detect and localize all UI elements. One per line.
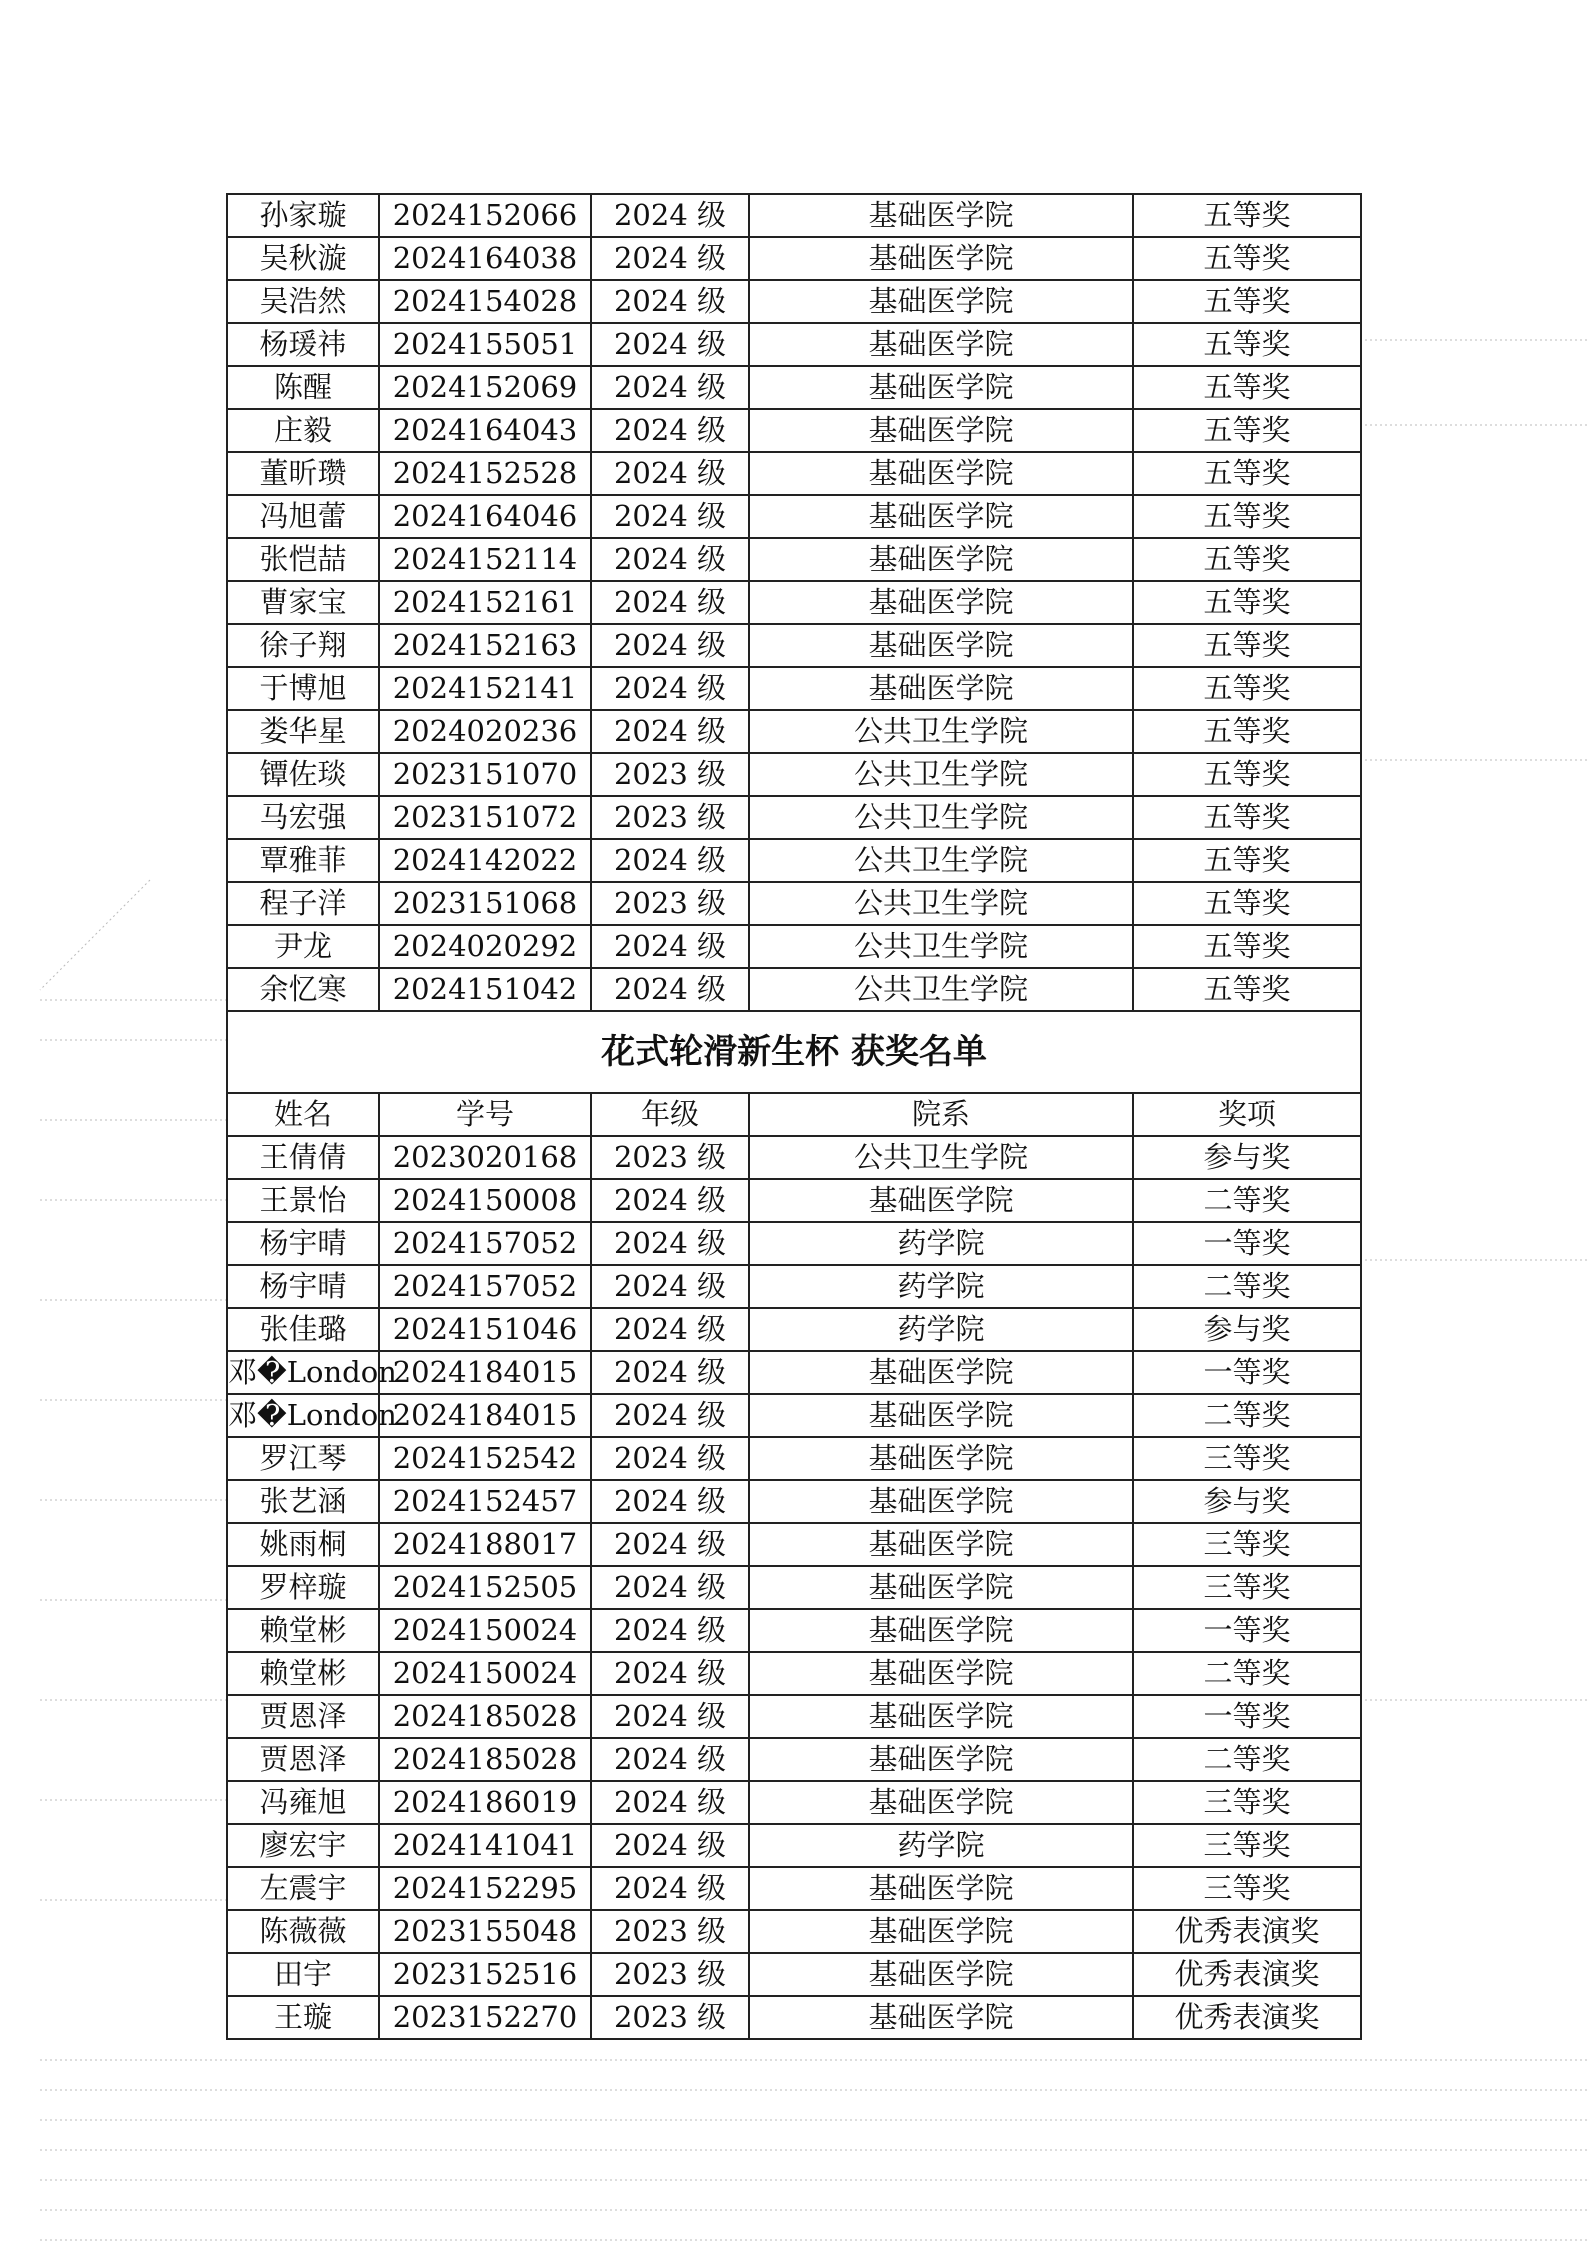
cell-name: 姚雨桐 xyxy=(227,1523,379,1566)
cell-student-id: 2024020292 xyxy=(379,925,591,968)
table-row xyxy=(227,409,1361,452)
cell-name: 廖宏宇 xyxy=(227,1824,379,1867)
cell-name: 娄华星 xyxy=(227,710,379,753)
cell-name: 董昕瓒 xyxy=(227,452,379,495)
cell-award: 五等奖 xyxy=(1133,581,1361,624)
cell-student-id: 2024164038 xyxy=(379,237,591,280)
cell-name: 罗江琴 xyxy=(227,1437,379,1480)
cell-award: 三等奖 xyxy=(1133,1824,1361,1867)
award-table xyxy=(226,193,1362,2040)
cell-grade: 2024 级 xyxy=(591,1781,749,1824)
cell-award: 一等奖 xyxy=(1133,1609,1361,1652)
cell-department: 公共卫生学院 xyxy=(749,710,1133,753)
cell-grade: 2024 级 xyxy=(591,1523,749,1566)
cell-student-id: 2024164046 xyxy=(379,495,591,538)
cell-name: 余忆寒 xyxy=(227,968,379,1011)
cell-grade: 2024 级 xyxy=(591,1179,749,1222)
cell-award: 三等奖 xyxy=(1133,1781,1361,1824)
cell-grade: 2024 级 xyxy=(591,452,749,495)
cell-award: 一等奖 xyxy=(1133,1351,1361,1394)
cell-department: 基础医学院 xyxy=(749,452,1133,495)
cell-award: 五等奖 xyxy=(1133,753,1361,796)
cell-student-id: 2023020168 xyxy=(379,1136,591,1179)
cell-name: 庄毅 xyxy=(227,409,379,452)
table-row xyxy=(227,1996,1361,2039)
cell-name: 邓�London xyxy=(227,1351,379,1394)
cell-name: 覃雅菲 xyxy=(227,839,379,882)
cell-department: 基础医学院 xyxy=(749,409,1133,452)
table-row xyxy=(227,1179,1361,1222)
cell-grade: 2023 级 xyxy=(591,753,749,796)
cell-award: 五等奖 xyxy=(1133,925,1361,968)
cell-award: 参与奖 xyxy=(1133,1308,1361,1351)
section2-title-row xyxy=(227,1011,1361,1093)
cell-name: 贾恩泽 xyxy=(227,1738,379,1781)
cell-grade: 2024 级 xyxy=(591,323,749,366)
cell-student-id: 2024150024 xyxy=(379,1609,591,1652)
cell-student-id: 2024152163 xyxy=(379,624,591,667)
table-row xyxy=(227,1609,1361,1652)
cell-name: 陈醒 xyxy=(227,366,379,409)
cell-department: 基础医学院 xyxy=(749,667,1133,710)
cell-department: 基础医学院 xyxy=(749,194,1133,237)
cell-department: 基础医学院 xyxy=(749,1394,1133,1437)
table-row xyxy=(227,1480,1361,1523)
table-row xyxy=(227,1652,1361,1695)
cell-award: 五等奖 xyxy=(1133,452,1361,495)
cell-grade: 2024 级 xyxy=(591,1437,749,1480)
cell-name: 赖堂彬 xyxy=(227,1652,379,1695)
cell-name: 杨宇晴 xyxy=(227,1265,379,1308)
cell-department: 基础医学院 xyxy=(749,624,1133,667)
cell-grade: 2023 级 xyxy=(591,882,749,925)
cell-student-id: 2024152141 xyxy=(379,667,591,710)
cell-department: 基础医学院 xyxy=(749,1953,1133,1996)
cell-student-id: 2024152161 xyxy=(379,581,591,624)
cell-student-id: 2024141041 xyxy=(379,1824,591,1867)
cell-grade: 2024 级 xyxy=(591,366,749,409)
table-row xyxy=(227,581,1361,624)
cell-student-id: 2023152270 xyxy=(379,1996,591,2039)
header-department: 院系 xyxy=(749,1093,1133,1136)
cell-name: 左震宇 xyxy=(227,1867,379,1910)
cell-grade: 2024 级 xyxy=(591,194,749,237)
cell-grade: 2024 级 xyxy=(591,1867,749,1910)
cell-award: 五等奖 xyxy=(1133,366,1361,409)
cell-student-id: 2024157052 xyxy=(379,1265,591,1308)
cell-award: 优秀表演奖 xyxy=(1133,1996,1361,2039)
table-row xyxy=(227,624,1361,667)
cell-student-id: 2024164043 xyxy=(379,409,591,452)
table-row xyxy=(227,1910,1361,1953)
cell-department: 公共卫生学院 xyxy=(749,968,1133,1011)
cell-student-id: 2024185028 xyxy=(379,1738,591,1781)
cell-grade: 2024 级 xyxy=(591,839,749,882)
cell-award: 五等奖 xyxy=(1133,624,1361,667)
table-row xyxy=(227,753,1361,796)
cell-grade: 2023 级 xyxy=(591,1136,749,1179)
table-row xyxy=(227,968,1361,1011)
cell-name: 张艺涵 xyxy=(227,1480,379,1523)
cell-grade: 2024 级 xyxy=(591,280,749,323)
cell-department: 公共卫生学院 xyxy=(749,753,1133,796)
cell-student-id: 2024184015 xyxy=(379,1351,591,1394)
cell-department: 基础医学院 xyxy=(749,1523,1133,1566)
cell-name: 王倩倩 xyxy=(227,1136,379,1179)
table-row xyxy=(227,1867,1361,1910)
cell-grade: 2024 级 xyxy=(591,1222,749,1265)
table-row xyxy=(227,1738,1361,1781)
cell-department: 基础医学院 xyxy=(749,1179,1133,1222)
cell-grade: 2024 级 xyxy=(591,1480,749,1523)
cell-department: 基础医学院 xyxy=(749,495,1133,538)
cell-award: 二等奖 xyxy=(1133,1265,1361,1308)
table-row xyxy=(227,1222,1361,1265)
table-row xyxy=(227,452,1361,495)
cell-department: 基础医学院 xyxy=(749,1867,1133,1910)
cell-name: 罗梓璇 xyxy=(227,1566,379,1609)
cell-name: 张恺喆 xyxy=(227,538,379,581)
cell-award: 优秀表演奖 xyxy=(1133,1910,1361,1953)
cell-award: 五等奖 xyxy=(1133,495,1361,538)
section2-header xyxy=(227,1093,1361,1136)
cell-name: 冯旭蕾 xyxy=(227,495,379,538)
cell-grade: 2024 级 xyxy=(591,538,749,581)
table-row xyxy=(227,882,1361,925)
cell-name: 王景怡 xyxy=(227,1179,379,1222)
cell-student-id: 2023152516 xyxy=(379,1953,591,1996)
cell-award: 五等奖 xyxy=(1133,280,1361,323)
cell-name: 程子洋 xyxy=(227,882,379,925)
cell-grade: 2024 级 xyxy=(591,409,749,452)
cell-student-id: 2024184015 xyxy=(379,1394,591,1437)
cell-name: 张佳璐 xyxy=(227,1308,379,1351)
cell-department: 公共卫生学院 xyxy=(749,925,1133,968)
cell-award: 参与奖 xyxy=(1133,1136,1361,1179)
cell-award: 二等奖 xyxy=(1133,1179,1361,1222)
header-row xyxy=(227,1093,1361,1136)
table-row xyxy=(227,925,1361,968)
cell-award: 五等奖 xyxy=(1133,710,1361,753)
table-row xyxy=(227,366,1361,409)
cell-department: 基础医学院 xyxy=(749,1996,1133,2039)
cell-grade: 2024 级 xyxy=(591,925,749,968)
cell-grade: 2024 级 xyxy=(591,1738,749,1781)
cell-name: 田宇 xyxy=(227,1953,379,1996)
section-title: 花式轮滑新生杯 获奖名单 xyxy=(227,1011,1361,1093)
cell-grade: 2024 级 xyxy=(591,1609,749,1652)
cell-student-id: 2024155051 xyxy=(379,323,591,366)
cell-grade: 2023 级 xyxy=(591,1996,749,2039)
cell-award: 五等奖 xyxy=(1133,796,1361,839)
cell-award: 三等奖 xyxy=(1133,1523,1361,1566)
cell-student-id: 2024151046 xyxy=(379,1308,591,1351)
cell-grade: 2024 级 xyxy=(591,1351,749,1394)
cell-student-id: 2023151068 xyxy=(379,882,591,925)
cell-award: 二等奖 xyxy=(1133,1394,1361,1437)
table-row xyxy=(227,237,1361,280)
award-list-sheet xyxy=(226,193,1360,2040)
section1-rows xyxy=(227,194,1361,1011)
cell-grade: 2024 级 xyxy=(591,495,749,538)
cell-grade: 2023 级 xyxy=(591,796,749,839)
table-row xyxy=(227,839,1361,882)
section2-rows xyxy=(227,1136,1361,2039)
cell-student-id: 2024152528 xyxy=(379,452,591,495)
cell-grade: 2024 级 xyxy=(591,1824,749,1867)
cell-department: 基础医学院 xyxy=(749,366,1133,409)
cell-student-id: 2024152457 xyxy=(379,1480,591,1523)
cell-department: 药学院 xyxy=(749,1222,1133,1265)
cell-grade: 2024 级 xyxy=(591,667,749,710)
table-row xyxy=(227,1437,1361,1480)
cell-student-id: 2023151070 xyxy=(379,753,591,796)
cell-department: 公共卫生学院 xyxy=(749,796,1133,839)
cell-award: 五等奖 xyxy=(1133,882,1361,925)
cell-grade: 2024 级 xyxy=(591,1394,749,1437)
cell-grade: 2024 级 xyxy=(591,237,749,280)
table-row xyxy=(227,667,1361,710)
table-row xyxy=(227,194,1361,237)
cell-award: 五等奖 xyxy=(1133,323,1361,366)
cell-name: 杨瑗祎 xyxy=(227,323,379,366)
cell-department: 基础医学院 xyxy=(749,1480,1133,1523)
cell-student-id: 2024152069 xyxy=(379,366,591,409)
table-row xyxy=(227,1566,1361,1609)
cell-award: 一等奖 xyxy=(1133,1695,1361,1738)
cell-name: 曹家宝 xyxy=(227,581,379,624)
table-row xyxy=(227,1781,1361,1824)
cell-name: 镡佐琰 xyxy=(227,753,379,796)
cell-department: 基础医学院 xyxy=(749,1738,1133,1781)
cell-department: 药学院 xyxy=(749,1308,1133,1351)
cell-department: 药学院 xyxy=(749,1265,1133,1308)
cell-grade: 2023 级 xyxy=(591,1953,749,1996)
cell-award: 五等奖 xyxy=(1133,194,1361,237)
cell-department: 基础医学院 xyxy=(749,1437,1133,1480)
header-name: 姓名 xyxy=(227,1093,379,1136)
table-row xyxy=(227,1351,1361,1394)
cell-award: 三等奖 xyxy=(1133,1437,1361,1480)
cell-department: 基础医学院 xyxy=(749,1351,1133,1394)
table-row xyxy=(227,1953,1361,1996)
table-row xyxy=(227,1824,1361,1867)
cell-grade: 2024 级 xyxy=(591,710,749,753)
cell-department: 基础医学院 xyxy=(749,581,1133,624)
cell-grade: 2024 级 xyxy=(591,968,749,1011)
cell-name: 贾恩泽 xyxy=(227,1695,379,1738)
cell-department: 基础医学院 xyxy=(749,323,1133,366)
cell-grade: 2023 级 xyxy=(591,1910,749,1953)
cell-department: 基础医学院 xyxy=(749,1609,1133,1652)
cell-department: 公共卫生学院 xyxy=(749,839,1133,882)
cell-name: 王璇 xyxy=(227,1996,379,2039)
cell-student-id: 2024150024 xyxy=(379,1652,591,1695)
table-row xyxy=(227,323,1361,366)
cell-name: 陈薇薇 xyxy=(227,1910,379,1953)
table-row xyxy=(227,1265,1361,1308)
cell-student-id: 2024152542 xyxy=(379,1437,591,1480)
cell-grade: 2024 级 xyxy=(591,1308,749,1351)
cell-award: 优秀表演奖 xyxy=(1133,1953,1361,1996)
cell-student-id: 2024186019 xyxy=(379,1781,591,1824)
cell-student-id: 2024150008 xyxy=(379,1179,591,1222)
cell-department: 公共卫生学院 xyxy=(749,1136,1133,1179)
cell-student-id: 2024188017 xyxy=(379,1523,591,1566)
cell-award: 五等奖 xyxy=(1133,968,1361,1011)
cell-award: 二等奖 xyxy=(1133,1652,1361,1695)
cell-award: 五等奖 xyxy=(1133,409,1361,452)
header-student-id: 学号 xyxy=(379,1093,591,1136)
cell-student-id: 2024185028 xyxy=(379,1695,591,1738)
cell-award: 五等奖 xyxy=(1133,237,1361,280)
cell-award: 五等奖 xyxy=(1133,538,1361,581)
cell-name: 吴浩然 xyxy=(227,280,379,323)
cell-name: 杨宇晴 xyxy=(227,1222,379,1265)
cell-department: 基础医学院 xyxy=(749,1910,1133,1953)
cell-department: 基础医学院 xyxy=(749,1695,1133,1738)
table-row xyxy=(227,796,1361,839)
cell-department: 基础医学院 xyxy=(749,1652,1133,1695)
cell-name: 尹龙 xyxy=(227,925,379,968)
cell-student-id: 2023151072 xyxy=(379,796,591,839)
cell-department: 基础医学院 xyxy=(749,280,1133,323)
cell-award: 三等奖 xyxy=(1133,1867,1361,1910)
header-grade: 年级 xyxy=(591,1093,749,1136)
cell-name: 徐子翔 xyxy=(227,624,379,667)
table-row xyxy=(227,710,1361,753)
table-row xyxy=(227,1523,1361,1566)
cell-grade: 2024 级 xyxy=(591,624,749,667)
cell-grade: 2024 级 xyxy=(591,1265,749,1308)
cell-department: 基础医学院 xyxy=(749,538,1133,581)
cell-award: 五等奖 xyxy=(1133,667,1361,710)
cell-grade: 2024 级 xyxy=(591,581,749,624)
title-row xyxy=(227,1011,1361,1093)
table-row xyxy=(227,495,1361,538)
cell-name: 马宏强 xyxy=(227,796,379,839)
cell-department: 公共卫生学院 xyxy=(749,882,1133,925)
header-award: 奖项 xyxy=(1133,1093,1361,1136)
table-row xyxy=(227,280,1361,323)
table-row xyxy=(227,1695,1361,1738)
cell-student-id: 2024152505 xyxy=(379,1566,591,1609)
cell-department: 基础医学院 xyxy=(749,237,1133,280)
table-row xyxy=(227,1308,1361,1351)
cell-student-id: 2024151042 xyxy=(379,968,591,1011)
cell-award: 一等奖 xyxy=(1133,1222,1361,1265)
cell-student-id: 2023155048 xyxy=(379,1910,591,1953)
cell-award: 参与奖 xyxy=(1133,1480,1361,1523)
cell-award: 五等奖 xyxy=(1133,839,1361,882)
cell-student-id: 2024157052 xyxy=(379,1222,591,1265)
table-row xyxy=(227,1136,1361,1179)
cell-student-id: 2024142022 xyxy=(379,839,591,882)
table-row xyxy=(227,1394,1361,1437)
cell-name: 孙家璇 xyxy=(227,194,379,237)
cell-student-id: 2024152114 xyxy=(379,538,591,581)
cell-department: 基础医学院 xyxy=(749,1781,1133,1824)
cell-name: 赖堂彬 xyxy=(227,1609,379,1652)
cell-grade: 2024 级 xyxy=(591,1695,749,1738)
cell-name: 冯雍旭 xyxy=(227,1781,379,1824)
cell-student-id: 2024152066 xyxy=(379,194,591,237)
cell-grade: 2024 级 xyxy=(591,1566,749,1609)
cell-name: 于博旭 xyxy=(227,667,379,710)
cell-name: 邓�London xyxy=(227,1394,379,1437)
cell-award: 三等奖 xyxy=(1133,1566,1361,1609)
cell-department: 基础医学院 xyxy=(749,1566,1133,1609)
cell-department: 药学院 xyxy=(749,1824,1133,1867)
cell-student-id: 2024154028 xyxy=(379,280,591,323)
cell-grade: 2024 级 xyxy=(591,1652,749,1695)
cell-student-id: 2024020236 xyxy=(379,710,591,753)
cell-student-id: 2024152295 xyxy=(379,1867,591,1910)
table-row xyxy=(227,538,1361,581)
cell-name: 吴秋漩 xyxy=(227,237,379,280)
cell-award: 二等奖 xyxy=(1133,1738,1361,1781)
